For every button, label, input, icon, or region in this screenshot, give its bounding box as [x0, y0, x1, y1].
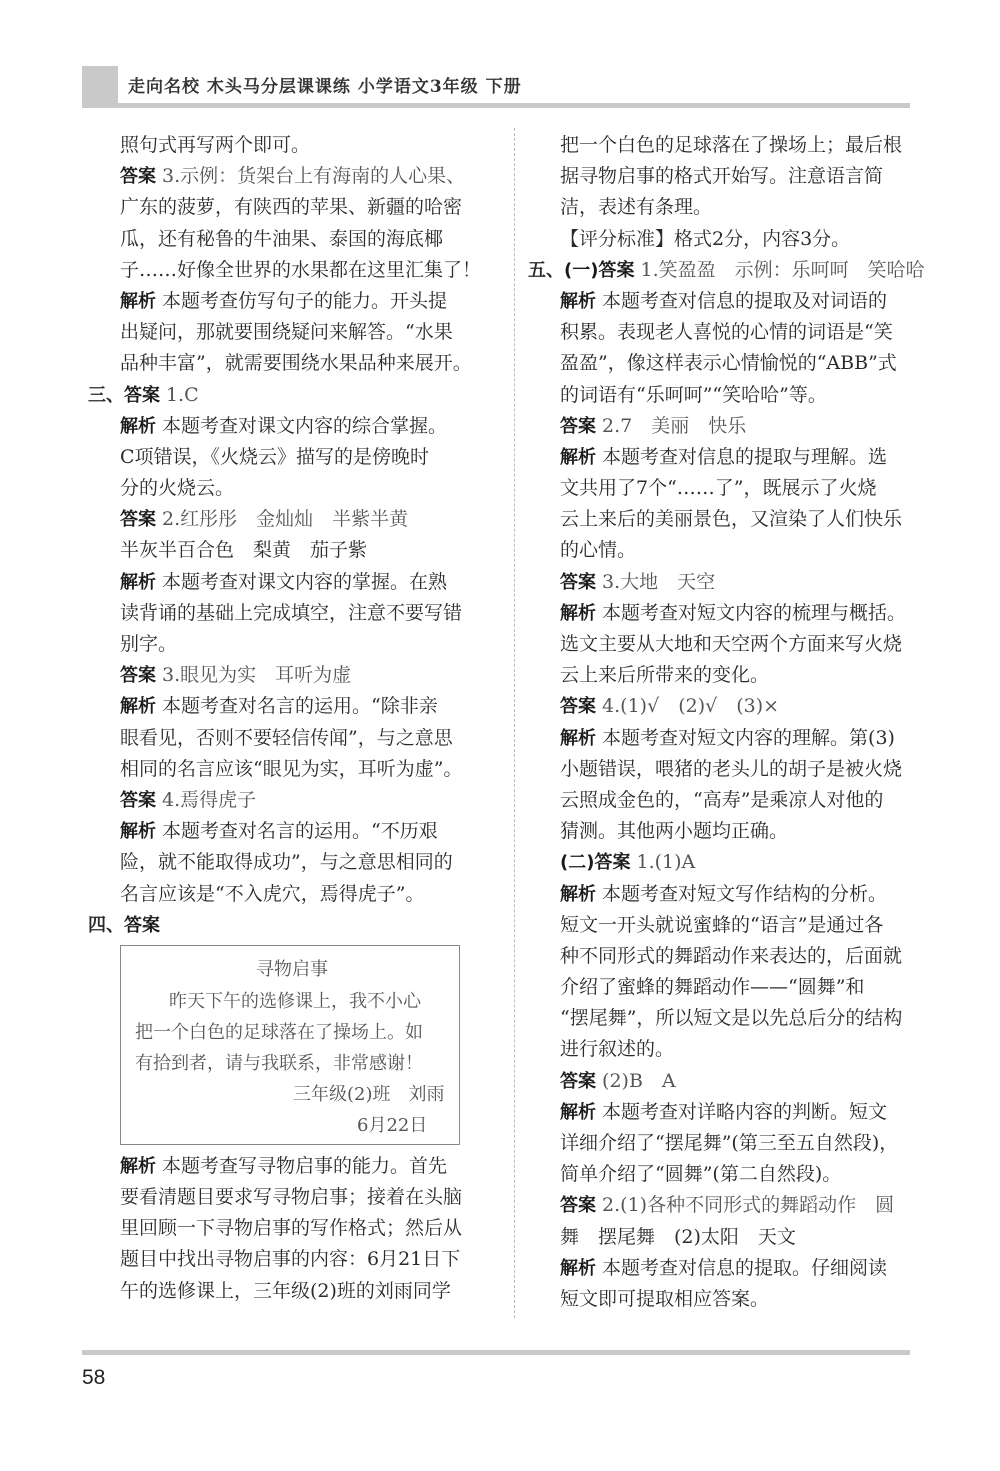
left_column_after-line	[88, 1276, 508, 1307]
line-text: 盈盈”，像这样表示心情愉悦的“ABB”式	[560, 352, 897, 375]
right_column-line	[528, 941, 913, 972]
right_column-line	[528, 723, 913, 754]
answer-label: 解析	[560, 446, 596, 468]
left_column-line	[88, 691, 508, 722]
line-text: 4.(1)√ (2)√ (3)×	[596, 695, 780, 718]
right_column-line	[528, 785, 913, 816]
right_column-line	[528, 1284, 913, 1315]
right_column-line	[528, 1253, 913, 1284]
answer-label: 解析	[120, 1155, 156, 1177]
line-text: 文共用了7个“……了”，既展示了火烧	[560, 477, 877, 500]
right_column-line	[528, 567, 913, 598]
line-text: 3.示例：货架台上有海南的人心果、	[156, 165, 466, 188]
line-text: 3.大地 天空	[596, 570, 716, 593]
notice-date: 6月22日	[357, 1114, 428, 1136]
left_column-line	[88, 473, 508, 504]
answer-label: 答案	[120, 665, 156, 687]
left_column_after-line	[88, 1151, 508, 1182]
right_column-line	[528, 380, 913, 411]
right_column-line	[528, 879, 913, 910]
line-text: 3.眼见为实 耳听为虚	[156, 664, 352, 687]
line-text: 把一个白色的足球落在了操场上；最后根	[560, 134, 903, 156]
header-rule	[82, 103, 910, 108]
line-text: 本题考查对短文写作结构的分析。	[596, 882, 888, 905]
line-text: 2.7 美丽 快乐	[596, 414, 747, 437]
answer-label: 答案	[124, 914, 160, 936]
right_column-line	[528, 161, 913, 192]
left_column-line	[88, 723, 508, 754]
answer-label: 解析	[120, 821, 156, 843]
line-text: 的词语有“乐呵呵”“笑哈哈”等。	[560, 383, 827, 406]
answer-label: 答案	[560, 1195, 596, 1217]
left_column-line	[88, 192, 508, 223]
left_column-line	[88, 255, 508, 286]
line-text: 本题考查写寻物启事的能力。首先	[156, 1154, 448, 1177]
answer-label: 解析	[560, 727, 596, 749]
right_column-line	[528, 1097, 913, 1128]
left_column_after-line	[88, 1182, 508, 1213]
line-text: 1.C	[160, 383, 199, 406]
answer-label: 解析	[560, 1101, 596, 1123]
left_column-line	[88, 224, 508, 255]
left_column-line	[88, 754, 508, 785]
line-text: 读背诵的基础上完成填空，注意不要写错	[120, 601, 463, 624]
line-text: 相同的名言应该“眼见为实，耳听为虚”。	[120, 757, 463, 780]
left_column-line	[88, 380, 508, 411]
right_column-line	[528, 130, 913, 161]
line-text: 本题考查仿写句子的能力。开头提	[156, 289, 448, 312]
right_column-line	[528, 286, 913, 317]
right_column-line	[528, 411, 913, 442]
line-text: 介绍了蜜蜂的舞蹈动作——“圆舞”和	[560, 976, 865, 999]
line-text: 眼看见，否则不要轻信传闻”，与之意思	[120, 726, 453, 749]
line-text: 本题考查对课文内容的综合掌握。	[156, 414, 448, 437]
left_column-line	[88, 598, 508, 629]
footer-rule	[82, 1350, 910, 1355]
right_column-line	[528, 1190, 913, 1221]
line-text: 【评分标准】格式2分，内容3分。	[560, 227, 851, 250]
line-text: 2.(1)各种不同形式的舞蹈动作 圆	[596, 1194, 895, 1217]
line-text: 本题考查对信息的提取。仔细阅读	[596, 1256, 888, 1279]
line-text: 险，就不能取得成功”，与之意思相同的	[120, 851, 453, 874]
answer-label: 解析	[560, 602, 596, 624]
right_column-line	[528, 847, 913, 878]
line-text: 本题考查对短文内容的理解。第(3)	[596, 726, 895, 749]
right_column-line	[528, 224, 913, 255]
answer-label: 解析	[120, 290, 156, 312]
answer-label: 解析	[560, 290, 596, 312]
line-text: 题目中找出寻物启事的内容：6月21日下	[120, 1248, 461, 1271]
left_column-line	[88, 504, 508, 535]
answer-label: 答案	[560, 571, 596, 593]
line-text: 2.红彤彤 金灿灿 半紫半黄	[156, 508, 409, 531]
line-text: 广东的菠萝，有陕西的苹果、新疆的哈密	[120, 196, 463, 219]
line-text: 本题考查对信息的提取及对词语的	[596, 289, 888, 312]
line-text: 品种丰富”，就需要围绕水果品种来展开。	[120, 352, 472, 375]
line-text: 别字。	[120, 633, 178, 655]
column-separator	[514, 128, 515, 1318]
left_column_after-line	[88, 1244, 508, 1275]
left_column-line	[88, 161, 508, 192]
section-number: 三、	[88, 384, 124, 406]
right_column-line	[528, 629, 913, 660]
left_column-line	[88, 785, 508, 816]
right_column-line	[528, 754, 913, 785]
answer-label: 解析	[560, 883, 596, 905]
line-text: 云上来后的美丽景色，又渲染了人们快乐	[560, 508, 903, 531]
left_column-line	[88, 847, 508, 878]
line-text: 舞 摆尾舞 (2)太阳 天文	[560, 1225, 796, 1248]
left_column-line	[88, 535, 508, 566]
answer-label: 答案	[120, 509, 156, 531]
lost-item-notice	[120, 945, 460, 1145]
right_column-line	[528, 192, 913, 223]
line-text: 猜测。其他两小题均正确。	[560, 820, 789, 843]
line-text: 详细介绍了“摆尾舞”(第三至五自然段)，	[560, 1132, 899, 1154]
line-text: 小题错误，喂猪的老头儿的胡子是被火烧	[560, 757, 903, 780]
left_column-line	[88, 879, 508, 910]
left_column-line	[88, 348, 508, 379]
right_column-line	[528, 317, 913, 348]
line-text: 分的火烧云。	[120, 477, 235, 500]
left_column-line	[88, 286, 508, 317]
right_column-line	[528, 598, 913, 629]
answer-label: (一)答案	[564, 259, 635, 281]
line-text: 种不同形式的舞蹈动作来表达的，后面就	[560, 944, 903, 967]
line-text: 4.焉得虎子	[156, 788, 257, 811]
right_column-line	[528, 660, 913, 691]
line-text: 洁，表述有条理。	[560, 196, 713, 219]
notice-body-line: 有拾到者，请与我联系，非常感谢！	[135, 1052, 423, 1074]
line-text: 云上来后所带来的变化。	[560, 664, 770, 687]
line-text: 本题考查对课文内容的掌握。在熟	[156, 570, 448, 593]
answer-label: 答案	[124, 384, 160, 406]
right_column-line	[528, 1128, 913, 1159]
line-text: 半灰半百合色 梨黄 茄子紫	[120, 539, 368, 562]
line-text: 1.(1)A	[630, 851, 696, 874]
answer-label: 解析	[120, 415, 156, 437]
left_column-line	[88, 567, 508, 598]
right_column-line	[528, 1034, 913, 1065]
page-number: 58	[82, 1366, 106, 1389]
section-number: 四、	[88, 914, 124, 936]
right_column-line	[528, 255, 925, 286]
notice-body-line: 把一个白色的足球落在了操场上。如	[135, 1021, 423, 1043]
right_column-line	[528, 1066, 913, 1097]
notice-body-line: 昨天下午的选修课上，我不小心	[169, 990, 421, 1012]
left_column-line	[88, 910, 508, 941]
right_column-line	[528, 535, 913, 566]
left_column-line	[88, 629, 508, 660]
left_column-line	[88, 442, 508, 473]
right_column-line	[528, 473, 913, 504]
line-text: 本题考查对短文内容的梳理与概括。	[596, 601, 907, 624]
right_column-line	[528, 442, 913, 473]
answer-label: 答案	[560, 415, 596, 437]
line-text: (2)B A	[596, 1069, 676, 1092]
right_column-line	[528, 910, 913, 941]
left_column_after-line	[88, 1213, 508, 1244]
line-text: 进行叙述的。	[560, 1038, 675, 1061]
answer-label: 答案	[120, 789, 156, 811]
line-text: 里回顾一下寻物启事的写作格式；然后从	[120, 1217, 463, 1240]
answer-label: 解析	[120, 571, 156, 593]
line-text: 据寻物启事的格式开始写。注意语言简	[560, 165, 884, 188]
line-text: 的心情。	[560, 539, 637, 562]
line-text: 照句式再写两个即可。	[120, 134, 311, 156]
right_column-line	[528, 972, 913, 1003]
notice-signature: 三年级(2)班 刘雨	[293, 1083, 445, 1105]
line-text: 名言应该是“不入虎穴，焉得虎子”。	[120, 882, 425, 905]
line-text: 积累。表现老人喜悦的心情的词语是“笑	[560, 321, 893, 344]
right-column	[528, 130, 925, 1315]
right_column-line	[528, 1003, 913, 1034]
header-decor-block	[82, 66, 118, 108]
right_column-line	[528, 1159, 913, 1190]
left_column-line	[88, 317, 508, 348]
answer-label: (二)答案	[560, 852, 631, 874]
answer-label: 答案	[560, 1070, 596, 1092]
running-header: 走向名校 木头马分层课课练 小学语文3年级 下册	[128, 77, 522, 97]
line-text: 本题考查对信息的提取与理解。选	[596, 445, 888, 468]
left_column-line	[88, 816, 508, 847]
line-text: “摆尾舞”，所以短文是以先总后分的结构	[560, 1007, 903, 1030]
notice-title: 寻物启事	[256, 958, 328, 980]
right_column-line	[528, 691, 913, 722]
answer-label: 答案	[560, 696, 596, 718]
line-text: 瓜，还有秘鲁的牛油果、泰国的海底椰	[120, 227, 444, 250]
line-text: 简单介绍了“圆舞”(第二自然段)。	[560, 1163, 842, 1186]
line-text: 云照成金色的，“高寿”是乘凉人对他的	[560, 788, 884, 811]
answer-label: 答案	[120, 166, 156, 188]
line-text: 本题考查对名言的运用。“除非亲	[156, 695, 438, 718]
answer-label: 解析	[120, 696, 156, 718]
line-text: 午的选修课上，三年级(2)班的刘雨同学	[120, 1279, 451, 1302]
line-text: 子……好像全世界的水果都在这里汇集了！	[120, 258, 482, 281]
left-column	[88, 130, 508, 1307]
right_column-line	[528, 816, 913, 847]
line-text: 短文即可提取相应答案。	[560, 1287, 770, 1310]
line-text: 本题考查对详略内容的判断。短文	[596, 1100, 888, 1123]
right_column-line	[528, 1222, 913, 1253]
left_column-line	[88, 411, 508, 442]
line-text: 出疑问，那就要围绕疑问来解答。“水果	[120, 321, 453, 344]
right_column-line	[528, 504, 913, 535]
line-text: 1.笑盈盈 示例：乐呵呵 笑哈哈	[634, 258, 925, 281]
left_column-line	[88, 130, 508, 161]
answer-label: 解析	[560, 1257, 596, 1279]
section-number: 五、	[528, 259, 564, 281]
left_column-line	[88, 660, 508, 691]
line-text: 短文一开头就说蜜蜂的“语言”是通过各	[560, 913, 884, 936]
line-text: 要看清题目要求写寻物启事；接着在头脑	[120, 1186, 463, 1209]
line-text: 选文主要从大地和天空两个方面来写火烧	[560, 633, 903, 655]
line-text: C项错误，《火烧云》描写的是傍晚时	[120, 445, 430, 468]
right_column-line	[528, 348, 913, 379]
line-text: 本题考查对名言的运用。“不历艰	[156, 820, 438, 843]
